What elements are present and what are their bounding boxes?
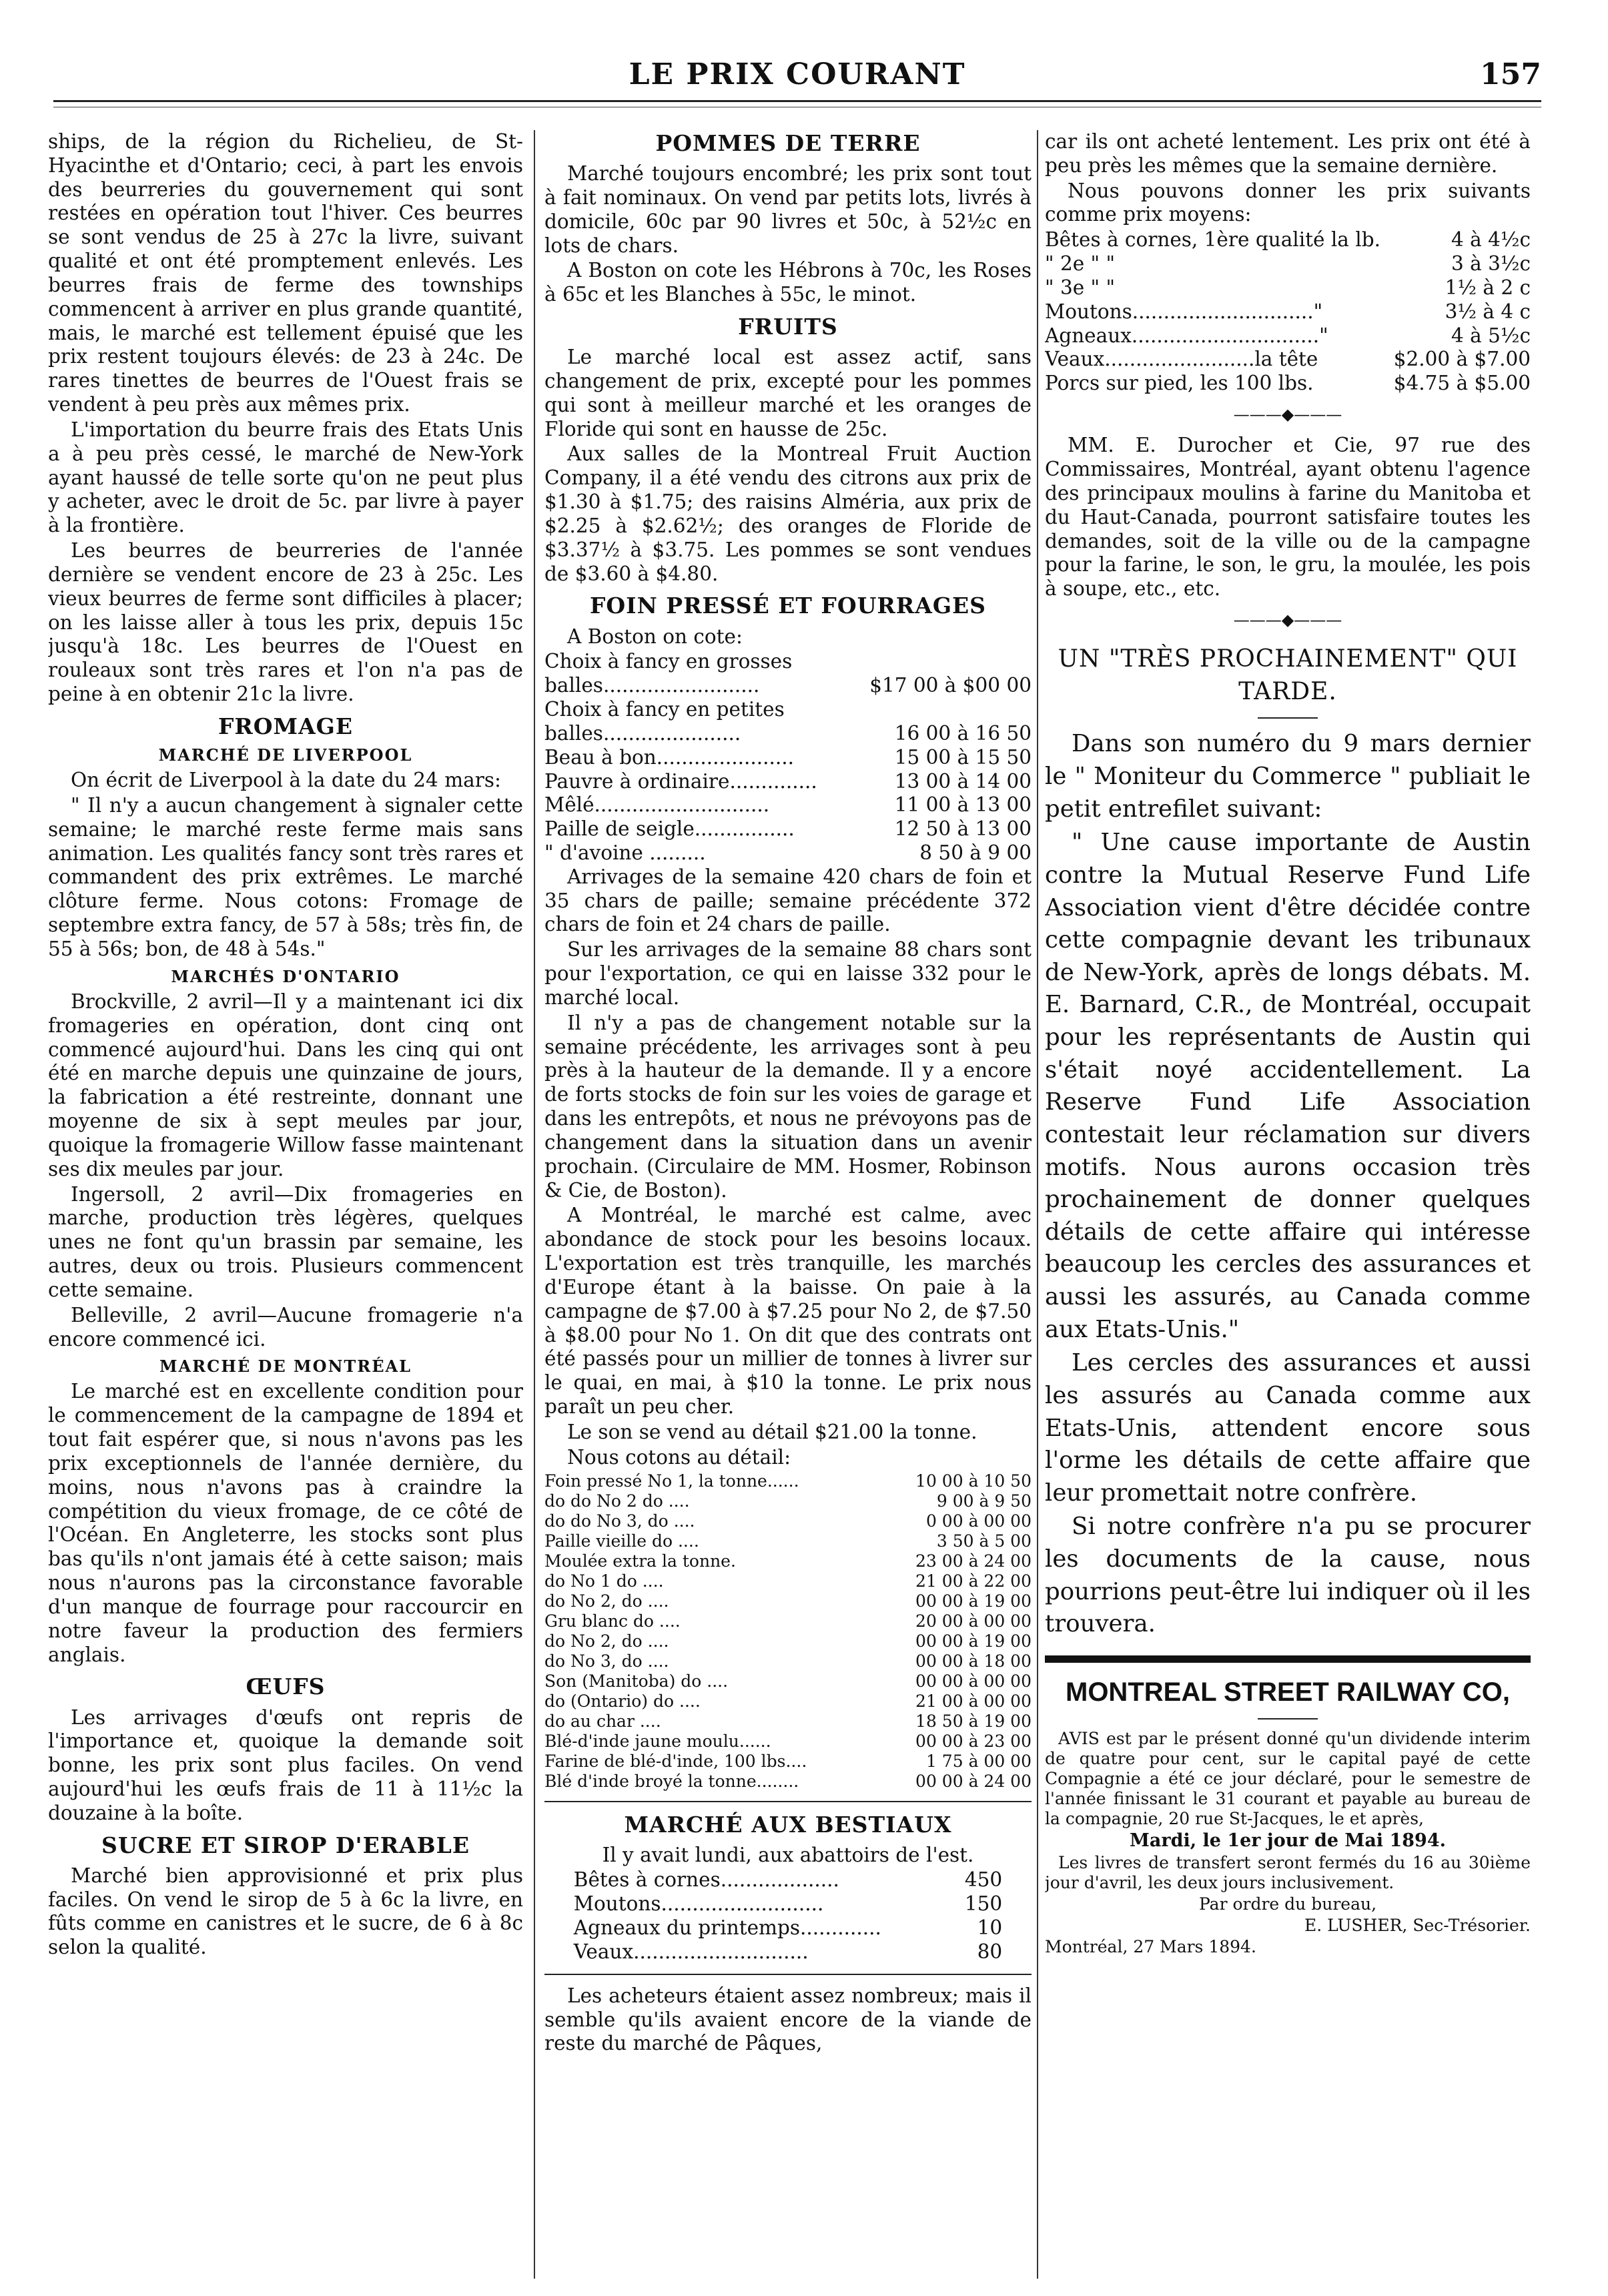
paragraph: Marché toujours encombré; les prix sont tout à fait nominaux. On vend par petits lots, livrés à domicile, 60c par 90 livres et 50c, à 52½c en lots de chars. <box>544 162 1032 257</box>
row-value: 00 00 à 00 00 <box>915 1671 1032 1691</box>
row-value: $4.75 à $5.00 <box>1393 372 1531 395</box>
detail-price-row <box>544 1591 1032 1611</box>
row-value: 4 à 5½c <box>1451 324 1531 347</box>
paragraph: AVIS est par le présent donné qu'un dividende interim de quatre pour cent, sur le capital payé de cette Compagnie a été ce jour déclaré, pour le semestre de l'année finissant le 31 courant et payable au bureau de la compagnie, 20 rue St-Jacques, le et après, <box>1045 1728 1531 1828</box>
row-value: 15 00 à 15 50 <box>894 745 1032 769</box>
detail-price-row <box>544 1711 1032 1732</box>
row-label: do No 3, do .... <box>544 1651 669 1671</box>
row-label: Porcs sur pied, les 100 lbs. <box>1045 372 1314 395</box>
row-value: 11 00 à 13 00 <box>894 793 1032 817</box>
section-heading: MARCHÉ AUX BESTIAUX <box>624 1811 952 1838</box>
detail-price-row <box>544 1671 1032 1691</box>
row-value: 20 00 à 00 00 <box>915 1611 1032 1631</box>
detail-price-row <box>544 1772 1032 1792</box>
row-value: 0 00 à 00 00 <box>925 1511 1032 1531</box>
paragraph: " Il n'y a aucun changement à signaler cette semaine; le marché reste ferme mais sans animation. Les qualités fancy sont très rares et commandent des prix extrêmes. Le marché clôture ferme. Nous cotons: Fromage de septembre extra fancy, de 57 à 58s; très fin, de 55 à 56s; bon, de 48 à 54s." <box>48 793 523 960</box>
paragraph: Il y avait lundi, aux abattoirs de l'est. <box>602 1843 974 1866</box>
paragraph: Le son se vend au détail $21.00 la tonne. <box>567 1420 977 1443</box>
detail-price-row <box>544 1732 1032 1752</box>
bestiaux-row <box>574 1868 1002 1892</box>
paragraph: car ils ont acheté lentement. Les prix ont été à peu près les mêmes que la semaine dernière. <box>1045 130 1531 177</box>
row-value: 21 00 à 22 00 <box>915 1571 1032 1591</box>
ornament-divider: ———◆——— <box>1233 405 1342 424</box>
row-label: do No 1 do .... <box>544 1571 664 1591</box>
header-rule <box>53 100 1541 102</box>
row-label: Pauvre à ordinaire.............. <box>544 769 817 793</box>
short-rule <box>1258 1718 1318 1719</box>
row-value: 9 00 à 9 50 <box>936 1491 1032 1511</box>
row-label: Moutons............................." <box>1045 300 1323 323</box>
row-label: Paille de seigle................ <box>544 817 795 841</box>
paragraph: " Une cause importante de Austin contre la Mutual Reserve Fund Life Association vient d'être décidée contre cette compagnie devant les tribunaux de New-York, après de longs débats. M. E. Barnard, C.R., de Montréal, occupait pour les représentants de Austin qui s'était noyé accidentellement. La Reserve Fund Life Association contestait leur réclamation sur divers motifs. Nous aurons occasion très prochainement de donner quelques détails de cette affaire qui intéresse beaucoup les cercles des assurances et aussi les assurés, au Canada comme aux Etats-Unis." <box>1045 829 1531 1343</box>
row-value <box>850 650 1032 674</box>
row-value: 00 00 à 18 00 <box>915 1651 1032 1671</box>
cattle-price-row <box>1045 300 1531 324</box>
row-label: " 3e " " <box>1045 276 1116 299</box>
section-rule <box>544 1801 1032 1802</box>
paragraph: Sur les arrivages de la semaine 88 chars sont pour l'exportation, ce qui en laisse 332 pour le marché local. <box>544 938 1032 1009</box>
paragraph: Les beurres de beurreries de l'année dernière se vendent encore de 23 à 25c. Les vieux beurres de ferme sont difficiles à placer; on les laisse aller à tous les prix, depuis 15c jusqu'à 18c. Les beurres de l'Ouest en rouleaux sont très rares et l'on n'a pas de peine à en obtenir 21c la livre. <box>48 539 523 706</box>
paragraph: Dans son numéro du 9 mars dernier le " Moniteur du Commerce " publiait le petit entrefilet suivant: <box>1045 730 1531 823</box>
paragraph: Arrivages de la semaine 420 chars de foin et 35 chars de paille; semaine précédente 372 chars de foin et 24 chars de paille. <box>544 865 1032 936</box>
row-label: Bêtes à cornes................... <box>573 1868 839 1892</box>
newspaper-title: LE PRIX COURANT <box>629 57 966 91</box>
row-value: 3 50 à 5 00 <box>936 1531 1032 1551</box>
page-number: 157 <box>1480 57 1541 91</box>
row-label: do No 2, do .... <box>544 1591 669 1611</box>
subsection-heading: MARCHÉ DE LIVERPOOL <box>158 745 413 765</box>
boston-price-row <box>544 722 1032 746</box>
row-label: Agneaux.............................." <box>1045 324 1328 347</box>
boston-price-row <box>544 770 1032 794</box>
row-label: Moutons.......................... <box>573 1892 824 1916</box>
row-label: Blé-d'inde jaune moulu...... <box>544 1731 771 1751</box>
bestiaux-table <box>574 1868 1002 1964</box>
bestiaux-row <box>574 1916 1002 1940</box>
row-label: Choix à fancy en petites <box>544 698 785 721</box>
row-value: 80 <box>977 1940 1003 1963</box>
paragraph: Ingersoll, 2 avril—Dix fromageries en marche, production très légères, quelques unes ne font qu'un brassin par semaine, les autres, deux ou trois. Plusieurs commencent cette semaine. <box>48 1182 523 1301</box>
paragraph: Les livres de transfert seront fermés du 16 au 30ième jour d'avril, les deux jours inclusivement. <box>1045 1852 1531 1892</box>
paragraph: Belleville, 2 avril—Aucune fromagerie n'a encore commencé ici. <box>48 1303 523 1351</box>
cattle-price-row <box>1045 372 1531 396</box>
row-label: Bêtes à cornes, 1ère qualité la lb. <box>1045 228 1380 252</box>
signature: E. LUSHER, Sec-Trésorier. <box>1304 1915 1531 1935</box>
section-rule <box>544 1974 1032 1975</box>
paragraph: MM. E. Durocher et Cie, 97 rue des Commissaires, Montréal, ayant obtenu l'agence des principaux moulins à farine du Manitoba et du Haut-Canada, pourront satisfaire toutes les demandes, soit de la ville ou de la campagne pour la farine, le son, le gru, la moulée, les pois à soupe, etc., etc. <box>1045 434 1531 601</box>
paragraph: Les cercles des assurances et aussi les assurés au Canada comme aux Etats-Unis, attendent encore sous l'orme les détails de cette affaire que leur promettait notre confrère. <box>1045 1349 1531 1507</box>
boston-price-row <box>544 698 1032 722</box>
boston-price-table <box>544 650 1032 865</box>
subsection-heading: MARCHÉS D'ONTARIO <box>171 966 400 986</box>
column-3 <box>1045 130 1531 2279</box>
row-label: Foin pressé No 1, la tonne...... <box>544 1471 799 1491</box>
row-value: 450 <box>964 1868 1003 1892</box>
detail-price-row <box>544 1691 1032 1711</box>
detail-price-row <box>544 1551 1032 1571</box>
paragraph: A Boston on cote: <box>567 625 743 648</box>
paragraph: Nous pouvons donner les prix suivants comme prix moyens: <box>1045 179 1531 226</box>
place-date: Montréal, 27 Mars 1894. <box>1045 1936 1256 1956</box>
row-label: Veaux........................la tête <box>1045 348 1318 371</box>
boston-price-row <box>544 674 1032 698</box>
detail-price-row <box>544 1631 1032 1651</box>
advertisement-rule <box>1045 1655 1531 1663</box>
row-value: 12 50 à 13 00 <box>894 817 1032 841</box>
paragraph: Le marché local est assez actif, sans changement de prix, excepté pour les pommes qui sont à meilleur marché et les oranges de Floride qui sont en hausse de 25c. <box>544 346 1032 440</box>
row-label: do do No 2 do .... <box>544 1491 690 1511</box>
paragraph: Il n'y a pas de changement notable sur la semaine précédente, les arrivages sont à peu près à la hauteur de la demande. Il y a encore de forts stocks de foin sur les voies de garage et dans les entrepôts, et nous ne prévoyons pas de changement dans la situation dans un avenir prochain. (Circulaire de MM. Hosmer, Robinson & Cie, de Boston). <box>544 1011 1032 1202</box>
row-value: 3 à 3½c <box>1451 252 1531 276</box>
paragraph: Marché bien approvisionné et prix plus faciles. On vend le sirop de 5 à 6c la livre, en fûts comme en canistres et le sucre, de 6 à 8c selon la qualité. <box>48 1864 523 1959</box>
row-label: Farine de blé-d'inde, 100 lbs.... <box>544 1751 807 1771</box>
section-heading: ŒUFS <box>246 1673 326 1700</box>
row-value: 3½ à 4 c <box>1445 300 1531 323</box>
boston-price-row <box>544 746 1032 770</box>
paragraph: Aux salles de la Montreal Fruit Auction Company, il a été vendu des citrons aux prix de $1.30 à $1.75; des raisins Alméria, aux prix de $2.25 à $2.62½; des oranges de Floride de $3.37½ à $3.75. Les pommes se sont vendues de $3.60 à $4.80. <box>544 442 1032 585</box>
row-label: Paille vieille do .... <box>544 1531 699 1551</box>
advertisement-heading: MONTREAL STREET RAILWAY CO, <box>1066 1677 1510 1707</box>
cattle-price-row <box>1045 228 1531 252</box>
paragraph: Brockville, 2 avril—Il y a maintenant ici dix fromageries en opération, dont cinq ont commencé aujourd'hui. Dans les cinq qui ont été en marche depuis une quinzaine de jours, la fabrication a été restreinte, donnant une moyenne de six à sept meules par jour, quoique la fromagerie Willow fasse maintenant ses dix meules par jour. <box>48 990 523 1180</box>
row-label: Mêlé............................ <box>544 793 770 817</box>
subsection-heading: MARCHÉ DE MONTRÉAL <box>159 1357 412 1377</box>
detail-price-row <box>544 1511 1032 1531</box>
paragraph: Le marché est en excellente condition pour le commencement de la campagne de 1894 et tout fait espérer que, si nous n'avons pas les prix exceptionnels de l'année dernière, du moins, nous n'avons pas à craindre la compétition du vieux fromage, de ce côté de l'Océan. En Angleterre, les stocks sont plus bas qu'ils n'ont jamais été à cette saison; mais nous n'aurons pas la circonstance favorable d'un manque de fourrage pour raccourcir en notre faveur la production des fermiers anglais. <box>48 1380 523 1666</box>
row-value: 150 <box>964 1892 1003 1916</box>
detail-price-row <box>544 1471 1032 1491</box>
column-divider <box>1037 130 1038 2279</box>
detail-price-row <box>544 1491 1032 1511</box>
row-value: 4 à 4½c <box>1451 228 1531 252</box>
row-label: balles...................... <box>544 721 741 745</box>
row-value: 10 00 à 10 50 <box>915 1471 1032 1491</box>
article-heading: UN "TRÈS PROCHAINEMENT" QUI TARDE. <box>1058 645 1518 705</box>
row-value: 13 00 à 14 00 <box>894 769 1032 793</box>
column-2 <box>544 130 1032 2279</box>
ornament-divider: ———◆——— <box>1233 611 1342 630</box>
row-value: 23 00 à 24 00 <box>915 1551 1032 1571</box>
paragraph: A Boston on cote les Hébrons à 70c, les Roses à 65c et les Blanches à 55c, le minot. <box>544 259 1032 306</box>
detail-price-row <box>544 1531 1032 1551</box>
row-label: balles......................... <box>544 674 760 697</box>
column-1 <box>48 130 523 2279</box>
row-label: Gru blanc do .... <box>544 1611 681 1631</box>
row-value: 00 00 à 23 00 <box>915 1731 1032 1751</box>
row-label: Beau à bon...................... <box>544 745 795 769</box>
row-label: Agneaux du printemps............. <box>573 1916 881 1940</box>
row-value: 00 00 à 19 00 <box>915 1631 1032 1651</box>
paragraph: Les arrivages d'œufs ont repris de l'importance et, quoique la demande soit bonne, les prix sont plus faciles. On vend aujourd'hui les œufs frais de 11 à 11½c la douzaine à la boîte. <box>48 1705 523 1824</box>
detail-price-row <box>544 1752 1032 1772</box>
section-heading: FROMAGE <box>218 713 354 739</box>
boston-price-row <box>544 650 1032 674</box>
row-value: $17 00 à $00 00 <box>869 674 1032 697</box>
detail-price-row <box>544 1651 1032 1671</box>
cattle-price-table <box>1045 228 1531 396</box>
row-label: Son (Manitoba) do .... <box>544 1671 729 1691</box>
bestiaux-row <box>574 1940 1002 1964</box>
row-label: Veaux............................ <box>573 1940 809 1963</box>
row-value: 1½ à 2 c <box>1445 276 1531 299</box>
row-value: 00 00 à 24 00 <box>915 1771 1032 1791</box>
row-value: $2.00 à $7.00 <box>1393 348 1531 371</box>
row-value: 21 00 à 00 00 <box>915 1691 1032 1711</box>
meeting-date: Mardi, le 1er jour de Mai 1894. <box>1129 1830 1447 1851</box>
row-label: do No 2, do .... <box>544 1631 669 1651</box>
cattle-price-row <box>1045 252 1531 276</box>
section-heading: FRUITS <box>738 314 838 340</box>
detail-price-row <box>544 1611 1032 1631</box>
row-value: 1 75 à 00 00 <box>925 1751 1032 1771</box>
paragraph: Si notre confrère n'a pu se procurer les documents de la cause, nous pourrions peut-être lui indiquer où il les trouvera. <box>1045 1513 1531 1638</box>
section-heading: SUCRE ET SIROP D'ERABLE <box>101 1832 470 1858</box>
row-value: 16 00 à 16 50 <box>894 721 1032 745</box>
bestiaux-row <box>574 1892 1002 1916</box>
row-label: Moulée extra la tonne. <box>544 1551 736 1571</box>
cattle-price-row <box>1045 348 1531 372</box>
section-heading: POMMES DE TERRE <box>655 130 921 156</box>
row-value: 10 <box>977 1916 1003 1940</box>
section-heading: FOIN PRESSÉ ET FOURRAGES <box>589 593 986 619</box>
row-label: do do No 3, do .... <box>544 1511 695 1531</box>
detail-price-row <box>544 1571 1032 1591</box>
row-value: 00 00 à 19 00 <box>915 1591 1032 1611</box>
paragraph: Les acheteurs étaient assez nombreux; mais il semble qu'ils avaient encore de la viande de reste du marché de Pâques, <box>544 1984 1032 2055</box>
paragraph: L'importation du beurre frais des Etats Unis a à peu près cessé, le marché de New-York ayant haussé de telle sorte qu'on ne peut plus y acheter, avec le droit de 5c. par livre à payer à la frontière. <box>48 418 523 537</box>
paragraph: Nous cotons au détail: <box>567 1445 791 1469</box>
paragraph: On écrit de Liverpool à la date du 24 mars: <box>71 769 501 792</box>
paragraph: ships, de la région du Richelieu, de St-Hyacinthe et d'Ontario; ceci, à part les envois des beurreries du gouvernement qui sont restées en opération tout l'hiver. Ces beurres se sont vendus de 25 à 27c la livre, suivant qualité et ont été promptement enlevés. Les beurres frais de ferme des townships commencent à arriver en plus grande quantité, mais, le marché est tellement épuisé que les prix restent toujours élevés: de 23 à 24c. De rares tinettes de beurres de l'Ouest frais se vendent à peu près aux mêmes prix. <box>48 130 523 416</box>
cattle-price-row <box>1045 276 1531 300</box>
column-divider <box>534 130 535 2279</box>
row-label: Blé d'inde broyé la tonne........ <box>544 1771 799 1791</box>
detail-price-table <box>544 1471 1032 1792</box>
short-rule <box>1258 717 1318 719</box>
boston-price-row <box>544 793 1032 817</box>
row-value: 8 50 à 9 00 <box>919 841 1032 864</box>
row-value: 18 50 à 19 00 <box>915 1711 1032 1731</box>
row-label: Choix à fancy en grosses <box>544 650 793 673</box>
paragraph: A Montréal, le marché est calme, avec abondance de stock pour les besoins locaux. L'exportation est très tranquille, les marchés d'Europe étant à la baisse. On paie à la campagne de $7.00 à $7.25 pour No 2, de $7.50 à $8.00 pour No 1. On dit que des contrats ont été passés pour un millier de tonnes à livrer sur le quai, en mai, à $10 la tonne. Le prix nous paraît un peu cher. <box>544 1204 1032 1419</box>
order-line: Par ordre du bureau, <box>1198 1894 1377 1914</box>
row-label: do au char .... <box>544 1711 661 1731</box>
row-label: " 2e " " <box>1045 252 1116 276</box>
row-value <box>850 698 1032 722</box>
page-header <box>53 57 1541 97</box>
row-label: " d'avoine ......... <box>544 841 706 864</box>
row-label: do (Ontario) do .... <box>544 1691 701 1711</box>
boston-price-row <box>544 817 1032 841</box>
cattle-price-row <box>1045 324 1531 348</box>
boston-price-row <box>544 841 1032 865</box>
